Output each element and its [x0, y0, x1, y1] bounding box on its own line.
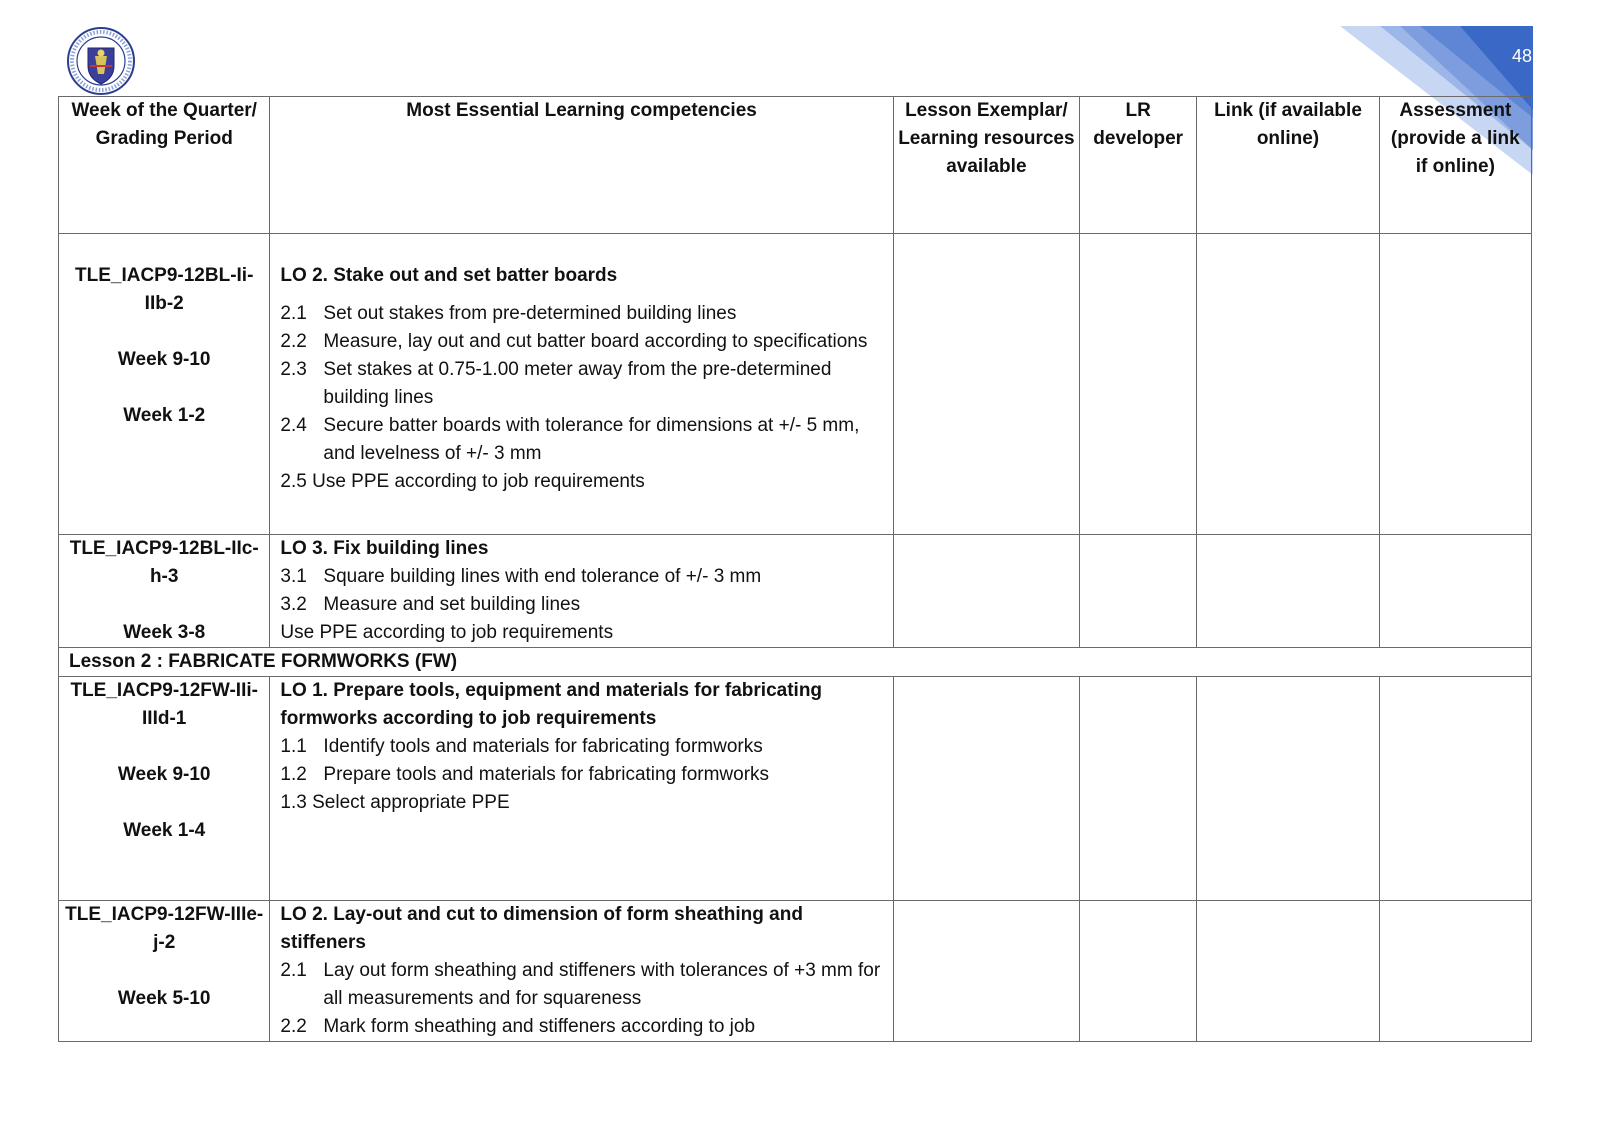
lesson-exemplar-cell — [893, 234, 1079, 535]
competency-item-tail: 1.3 Select appropriate PPE — [280, 792, 510, 813]
competency-cell — [270, 234, 893, 535]
week-label: Week 3-8 — [123, 622, 206, 643]
item-number: 1.2 — [280, 764, 307, 785]
item-text: Set stakes at 0.75-1.00 meter away from the pre-determined building lines — [323, 359, 832, 408]
competency-item — [280, 1013, 886, 1041]
competency-cell — [270, 901, 893, 1042]
item-text: Set out stakes from pre-determined building lines — [323, 303, 737, 324]
item-text: Secure batter boards with tolerance for dimensions at +/- 5 mm, and levelness of +/- 3 mm — [323, 415, 860, 464]
competency-cell — [270, 535, 893, 648]
item-text: Square building lines with end tolerance of +/- 3 mm — [323, 566, 762, 587]
column-header-link: Link (if available online) — [1197, 97, 1379, 234]
competency-item — [280, 957, 886, 1013]
column-header-week: Week of the Quarter/ Grading Period — [59, 97, 270, 234]
week-cell — [59, 234, 270, 535]
item-text: Identify tools and materials for fabricating formworks — [323, 736, 763, 757]
learning-outcome-title: LO 1. Prepare tools, equipment and materials for fabricating formworks according to job requirements — [280, 680, 823, 729]
item-text: Prepare tools and materials for fabricating formworks — [323, 764, 770, 785]
competency-cell — [270, 677, 893, 901]
competency-code: TLE_IACP9-12BL-IIc-h-3 — [69, 538, 259, 587]
table-row — [59, 234, 1532, 535]
item-text: Measure, lay out and cut batter board according to specifications — [323, 331, 868, 352]
item-text: Mark form sheathing and stiffeners according to job — [323, 1016, 756, 1037]
week-label: Week 9-10 — [117, 349, 211, 370]
link-cell — [1197, 535, 1379, 648]
item-number: 3.1 — [280, 566, 307, 587]
learning-outcome-title: LO 2. Lay-out and cut to dimension of form sheathing and stiffeners — [280, 904, 803, 953]
competency-item — [280, 563, 886, 591]
competency-item — [280, 761, 886, 789]
week-label: Week 1-2 — [123, 405, 206, 426]
assessment-cell — [1379, 677, 1531, 901]
lesson-exemplar-cell — [893, 677, 1079, 901]
link-cell — [1197, 234, 1379, 535]
assessment-cell — [1379, 901, 1531, 1042]
learning-outcome-title: LO 3. Fix building lines — [280, 538, 489, 559]
competency-code: TLE_IACP9-12BL-Ii-IIb-2 — [75, 265, 254, 314]
week-label: Week 5-10 — [117, 988, 211, 1009]
week-cell — [59, 901, 270, 1042]
competency-code: TLE_IACP9-12FW-IIi-IIId-1 — [70, 680, 258, 729]
table-row — [59, 901, 1532, 1042]
competency-item-tail: Use PPE according to job requirements — [280, 622, 614, 643]
item-text: Measure and set building lines — [323, 594, 581, 615]
lesson-heading: Lesson 2 : FABRICATE FORMWORKS (FW) — [59, 648, 1532, 677]
week-label: Week 1-4 — [123, 820, 206, 841]
week-cell — [59, 677, 270, 901]
competency-item — [280, 300, 886, 328]
deped-seal-logo — [66, 26, 136, 96]
column-header-lr-developer: LR developer — [1080, 97, 1197, 234]
lr-developer-cell — [1080, 234, 1197, 535]
assessment-cell — [1379, 535, 1531, 648]
link-cell — [1197, 901, 1379, 1042]
lr-developer-cell — [1080, 535, 1197, 648]
column-header-assessment: Assessment (provide a link if online) — [1379, 97, 1531, 234]
competency-item — [280, 733, 886, 761]
item-number: 2.1 — [280, 303, 307, 324]
lesson-heading-row — [59, 648, 1532, 677]
column-header-lesson-exemplar: Lesson Exemplar/ Learning resources available — [893, 97, 1079, 234]
item-number: 2.3 — [280, 359, 307, 380]
competency-item — [280, 412, 886, 468]
lr-developer-cell — [1080, 677, 1197, 901]
item-number: 2.2 — [280, 331, 307, 352]
item-text: Lay out form sheathing and stiffeners with tolerances of +3 mm for all measurements and for squareness — [323, 960, 881, 1009]
item-number: 3.2 — [280, 594, 307, 615]
learning-outcome-title: LO 2. Stake out and set batter boards — [280, 265, 618, 286]
page-number: 487 — [1511, 46, 1542, 66]
table-row — [59, 535, 1532, 648]
item-number: 1.1 — [280, 736, 307, 757]
competency-code: TLE_IACP9-12FW-IIIe-j-2 — [65, 904, 264, 953]
week-cell — [59, 535, 270, 648]
lesson-exemplar-cell — [893, 901, 1079, 1042]
column-header-competencies: Most Essential Learning competencies — [270, 97, 893, 234]
melc-table — [58, 96, 1532, 1042]
competency-item — [280, 328, 886, 356]
lr-developer-cell — [1080, 901, 1197, 1042]
week-label: Week 9-10 — [117, 764, 211, 785]
link-cell — [1197, 677, 1379, 901]
item-number: 2.4 — [280, 415, 307, 436]
competency-item — [280, 356, 886, 412]
lesson-exemplar-cell — [893, 535, 1079, 648]
competency-item-tail: 2.5 Use PPE according to job requirements — [280, 471, 645, 492]
table-header-row — [59, 97, 1532, 234]
competency-item — [280, 591, 886, 619]
item-number: 2.1 — [280, 960, 307, 981]
table-row — [59, 677, 1532, 901]
assessment-cell — [1379, 234, 1531, 535]
item-number: 2.2 — [280, 1016, 307, 1037]
